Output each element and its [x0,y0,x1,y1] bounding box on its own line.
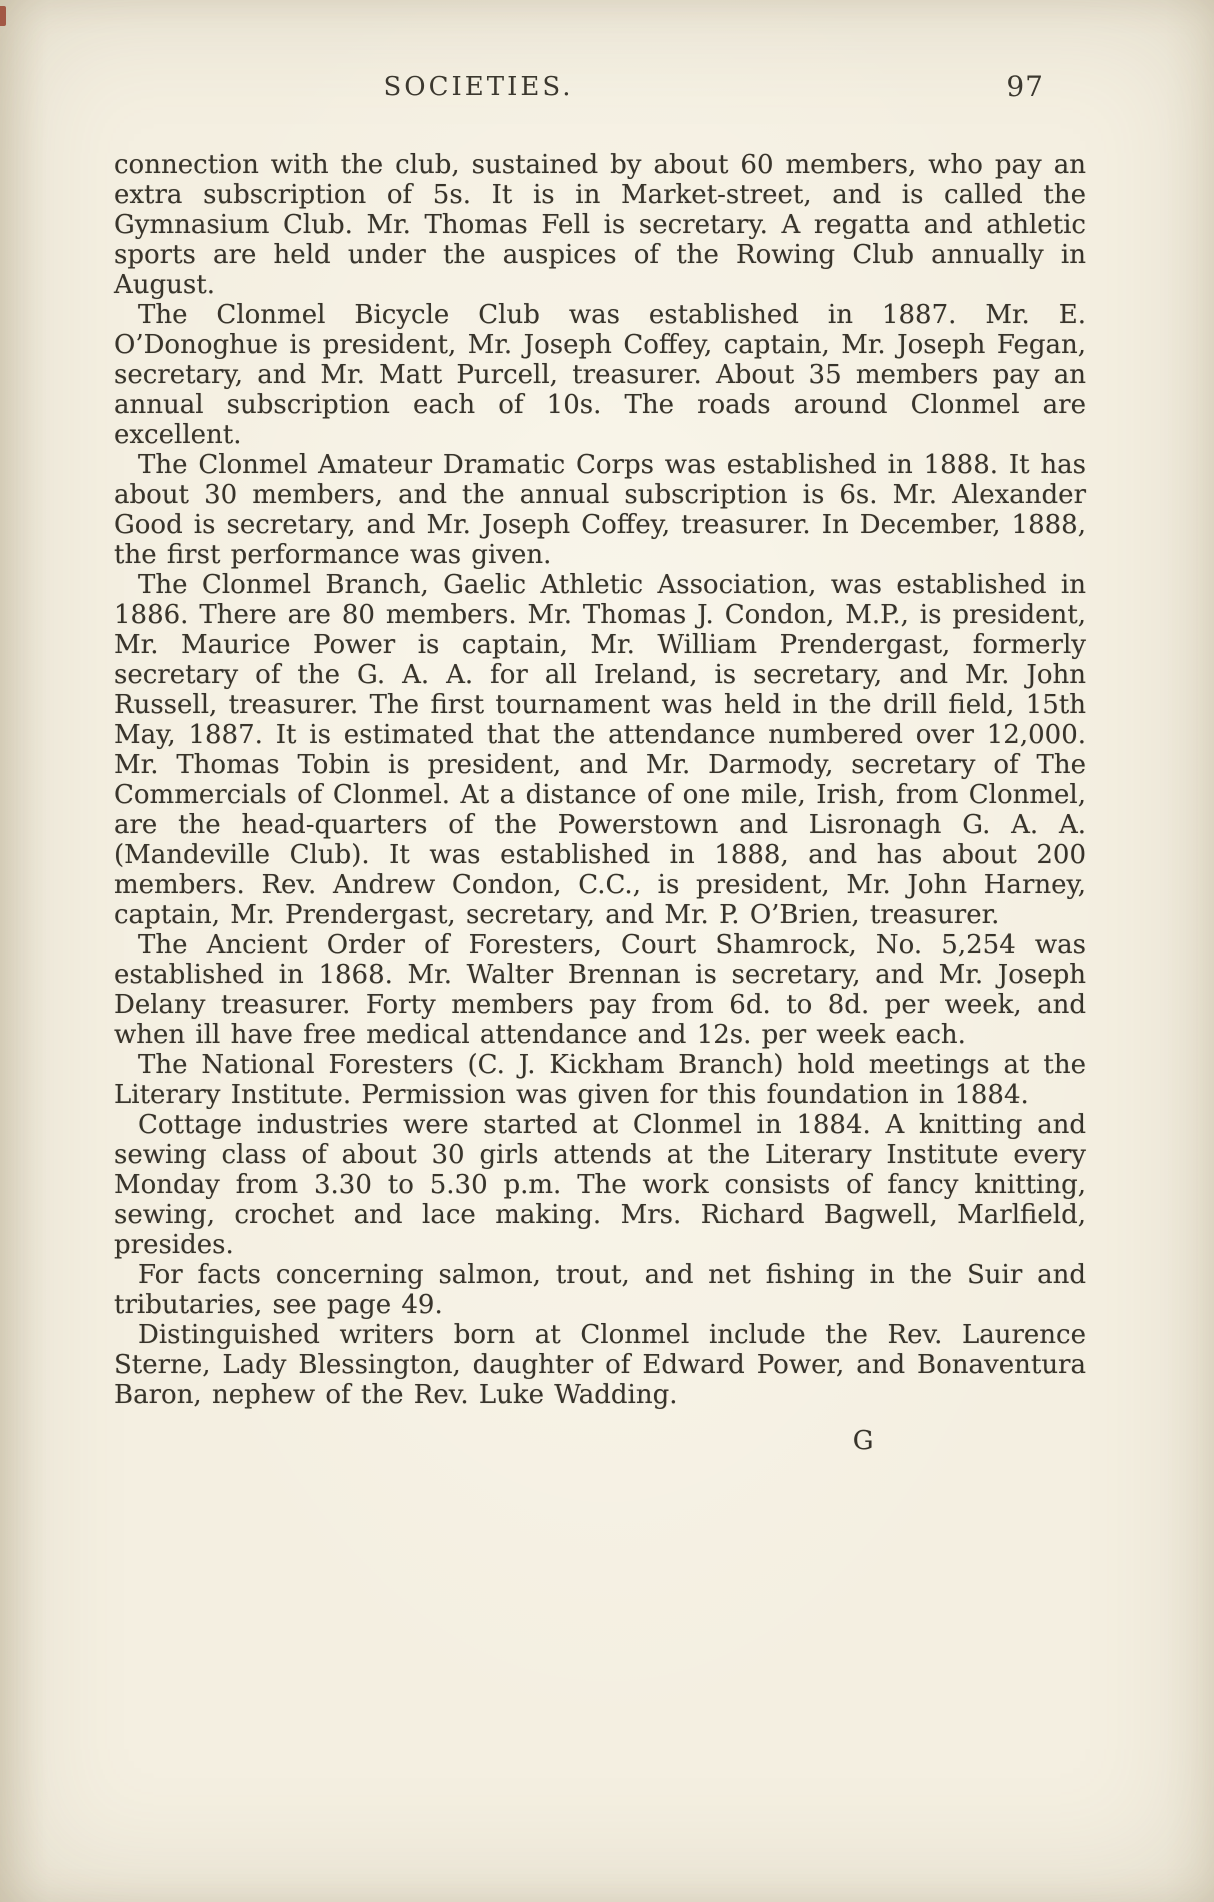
paper-blemish [0,6,6,26]
paragraph-fishing-reference: For facts concerning salmon, trout, and net fishing in the Suir and tributaries, see page 49. [114,1260,1086,1320]
paragraph-distinguished-writers: Distinguished writers born at Clonmel include the Rev. Laurence Sterne, Lady Blessington, daughter of Edward Power, and Bonaventura Baron, nephew of the Rev. Luke Wadding. [114,1320,1086,1410]
paragraph-bicycle-club: The Clonmel Bicycle Club was established in 1887. Mr. E. O’Donoghue is president, Mr. Joseph Coffey, captain, Mr. Joseph Fegan, secretary, and Mr. Matt Purcell, treasurer. About 35 members pay an annual subscription each of 10s. The roads around Clonmel are excellent. [114,300,1086,450]
signature-line [114,1426,1086,1456]
text-block [114,150,1086,1456]
page-number: 97 [1006,70,1044,103]
paragraph-order-of-foresters: The Ancient Order of Foresters, Court Shamrock, No. 5,254 was established in 1868. Mr. Walter Brennan is secretary, and Mr. Joseph Delany treasurer. Forty members pay from 6d. to 8d. per week, and when ill have free medical attendance and 12s. per week each. [114,930,1086,1050]
paragraph-continuation: connection with the club, sustained by about 60 members, who pay an extra subscription of 5s. It is in Market-street, and is called the Gymnasium Club. Mr. Thomas Fell is secretary. A regatta and athletic sports are held under the auspices of the Rowing Club annually in August. [114,150,1086,300]
paragraph-national-foresters: The National Foresters (C. J. Kickham Branch) hold meetings at the Literary Institute. Permission was given for this foundation in 1884. [114,1050,1086,1110]
paragraph-cottage-industries: Cottage industries were started at Clonmel in 1884. A knitting and sewing class of about 30 girls attends at the Literary Institute every Monday from 3.30 to 5.30 p.m. The work consists of fancy knitting, sewing, crochet and lace making. Mrs. Richard Bagwell, Marlfield, presides. [114,1110,1086,1260]
paragraph-gaelic-athletic-association: The Clonmel Branch, Gaelic Athletic Association, was established in 1886. There are 80 members. Mr. Thomas J. Condon, M.P., is president, Mr. Maurice Power is captain, Mr. William Prendergast, formerly secretary of the G. A. A. for all Ireland, is secretary, and Mr. John Russell, treasurer. The first tournament was held in the drill field, 15th May, 1887. It is estimated that the attendance numbered over 12,000. Mr. Thomas Tobin is president, and Mr. Darmody, secretary of The Commercials of Clonmel. At a distance of one mile, Irish, from Clonmel, are the head-quarters of the Powerstown and Lisronagh G. A. A. (Mandeville Club). It was established in 1888, and has about 200 members. Rev. Andrew Condon, C.C., is president, Mr. John Harney, captain, Mr. Prendergast, secretary, and Mr. P. O’Brien, treasurer. [114,570,1086,930]
page-header [114,70,1086,110]
printers-signature-mark: G [852,1426,874,1456]
running-title: SOCIETIES. [383,72,574,102]
paragraph-dramatic-corps: The Clonmel Amateur Dramatic Corps was established in 1888. It has about 30 members, and the annual subscription is 6s. Mr. Alexander Good is secretary, and Mr. Joseph Coffey, treasurer. In December, 1888, the first performance was given. [114,450,1086,570]
